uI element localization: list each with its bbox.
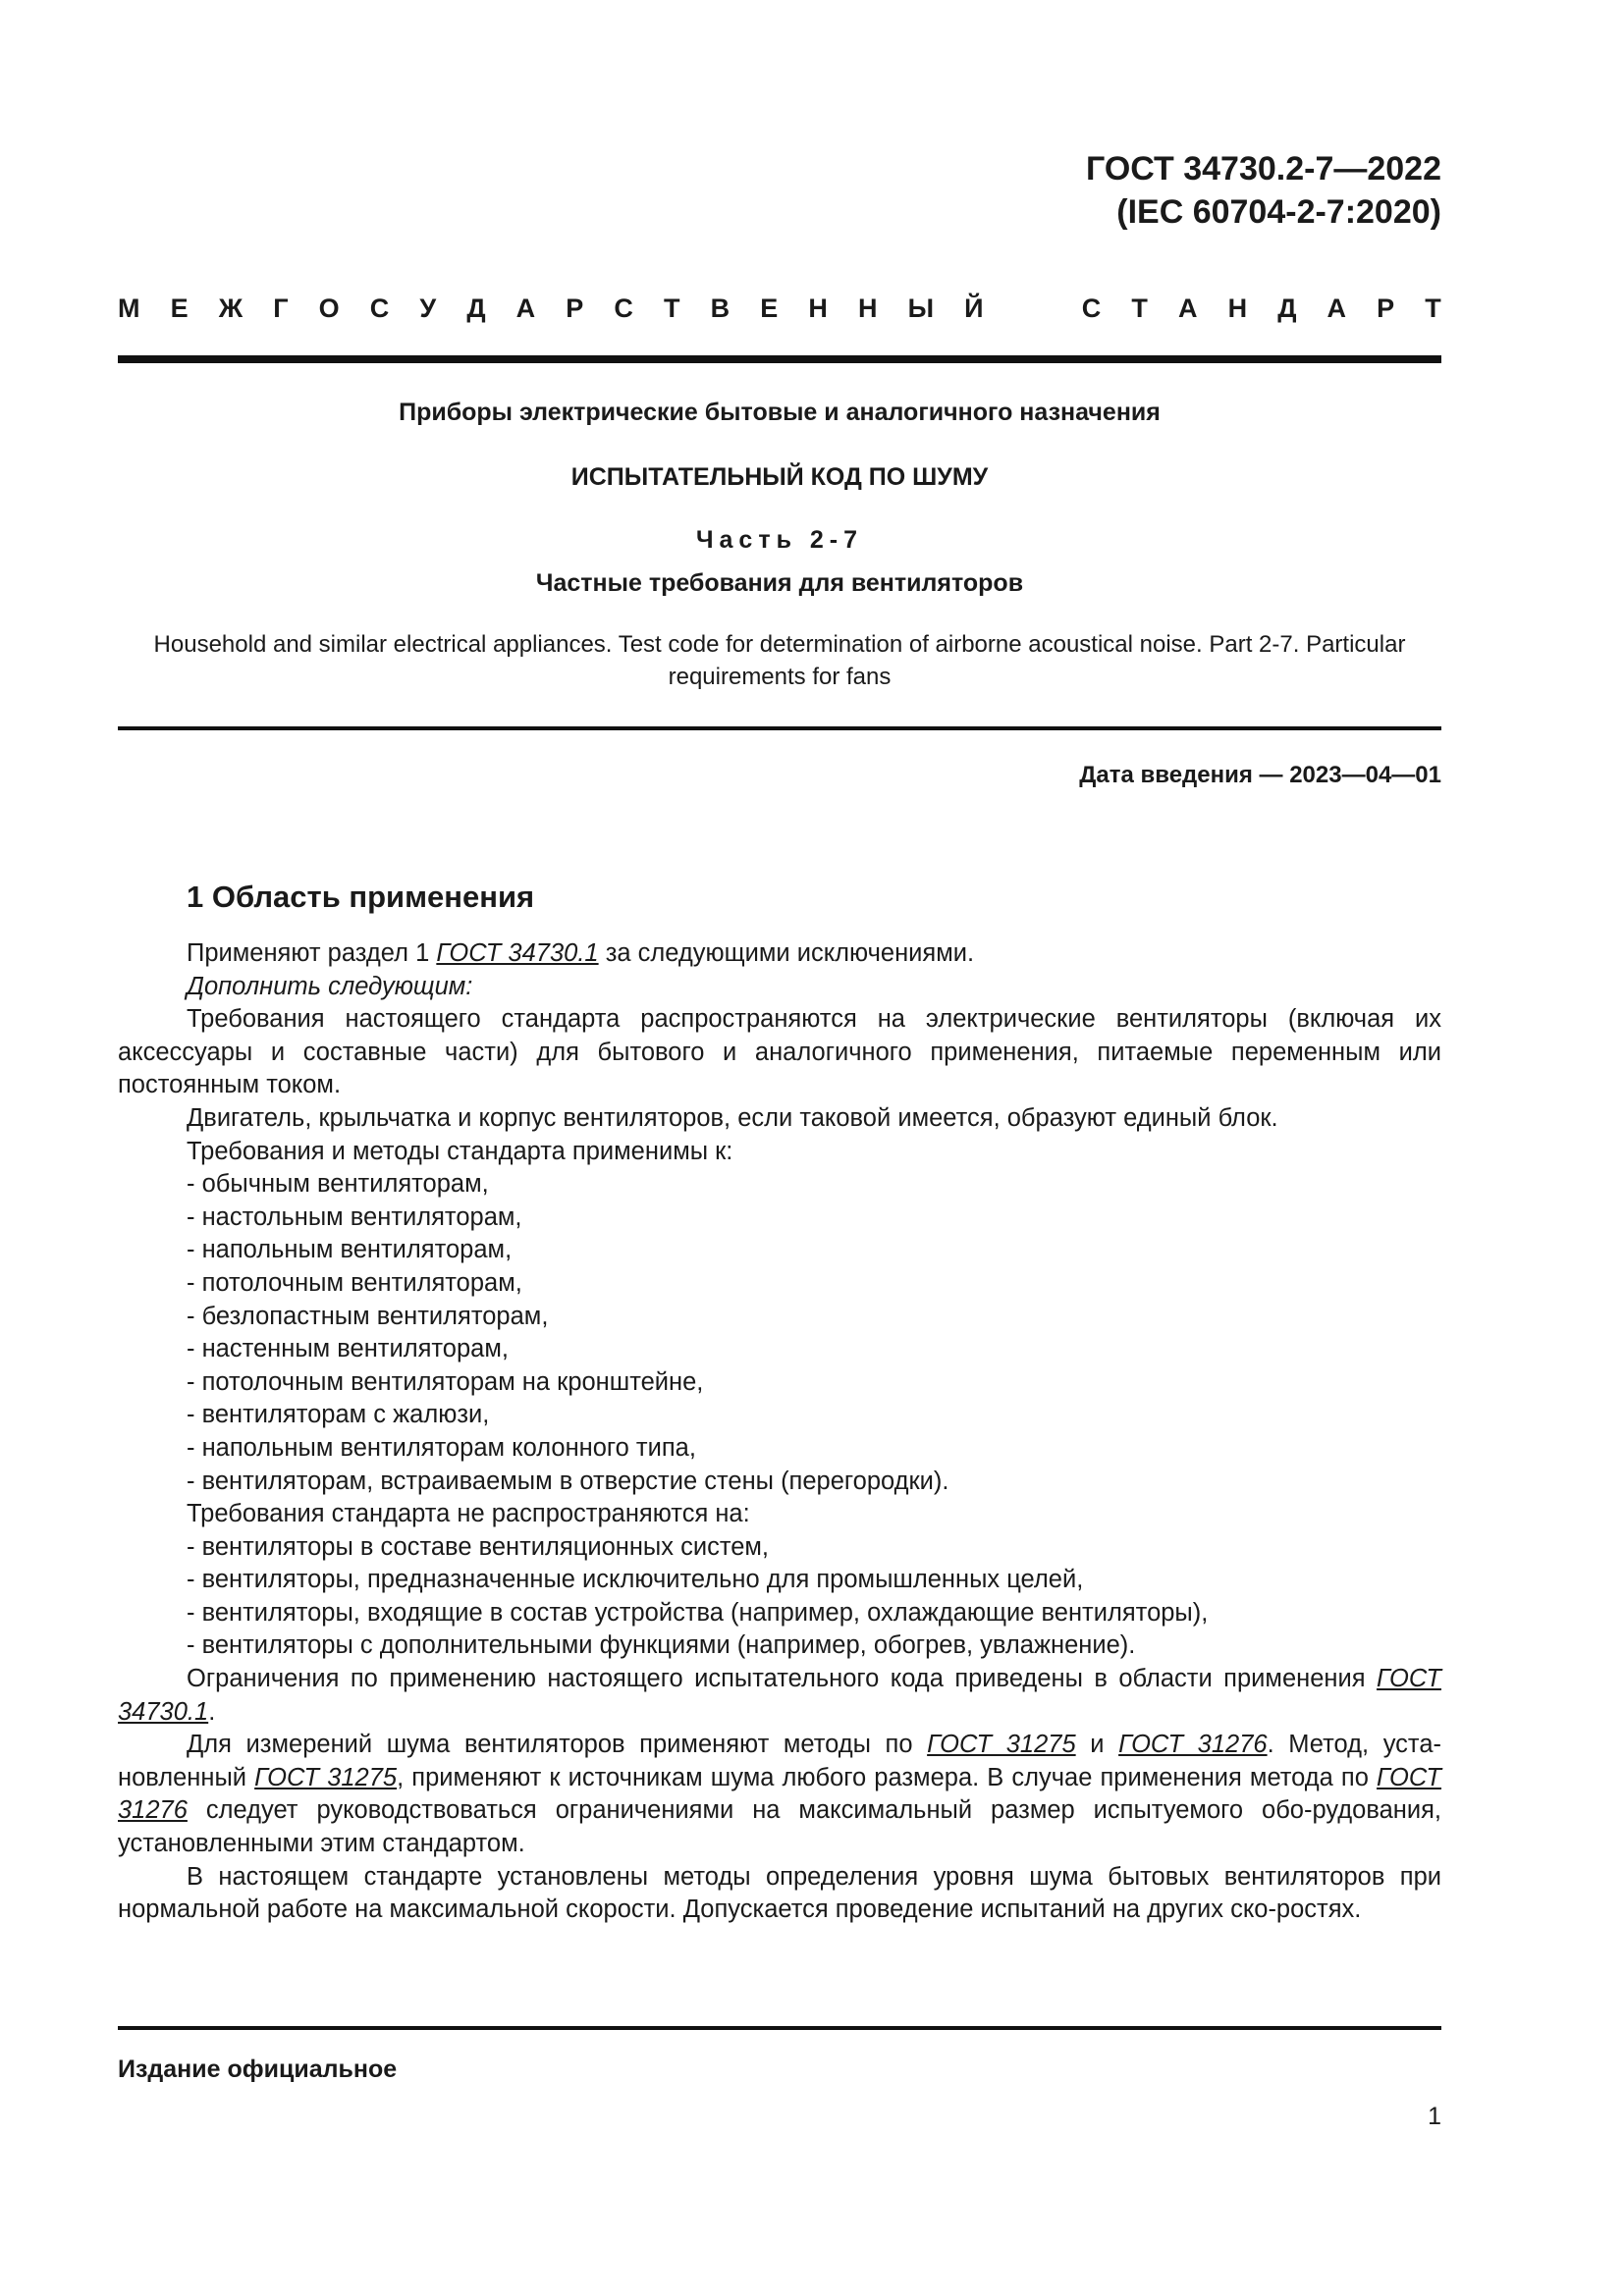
- official-edition-label: Издание официальное: [118, 2056, 398, 2083]
- list-item: - вентиляторы, предназначенные исключительно для промышленных целей,: [187, 1566, 1084, 1594]
- paragraph: В настоящем стандарте установлены методы определения уровня шума бытовых вентиляторов при нормальной работе на максимальной скорости. Допускается проведение испытаний на других ско-ростях.: [118, 1862, 1441, 1924]
- heading-letter: Г: [273, 294, 289, 323]
- heading-letter: С: [614, 294, 633, 323]
- heading-letter: Н: [808, 294, 828, 323]
- list-item: - напольным вентиляторам,: [187, 1236, 513, 1264]
- heading-letter: А: [515, 294, 536, 323]
- list-item: - вентиляторам, встраиваемым в отверстие стены (перегородки).: [187, 1467, 949, 1495]
- heading-letter: Ы: [907, 294, 935, 323]
- heading-letter: Й: [964, 294, 984, 323]
- heading-letter: Н: [857, 294, 878, 323]
- list-item: - вентиляторы с дополнительными функциями (например, обогрев, увлажнение).: [187, 1631, 1136, 1660]
- gost-number: ГОСТ 34730.2-7—2022: [1086, 150, 1441, 187]
- list-item: - потолочным вентиляторам,: [187, 1268, 522, 1297]
- text-run: Для измерений шума вентиляторов применяют методы по: [187, 1731, 928, 1759]
- text-run: за следующими исключениями.: [598, 939, 975, 967]
- heading-word-gap: [1014, 293, 1052, 324]
- paragraph: Требования и методы стандарта применимы к:: [187, 1137, 733, 1165]
- heading-letter: Т: [1131, 294, 1148, 323]
- list-item: - вентиляторам с жалюзи,: [187, 1401, 490, 1429]
- title-rule: [118, 726, 1441, 730]
- gost-34730-1-link[interactable]: ГОСТ 34730.1: [436, 939, 599, 967]
- list-item: - настольным вентиляторам,: [187, 1202, 522, 1231]
- iec-number: (IEC 60704-2-7:2020): [1116, 193, 1441, 231]
- heading-letter: Т: [1425, 294, 1441, 323]
- heading-letter: С: [369, 294, 390, 323]
- applicable-list: [118, 1168, 1441, 1498]
- heading-letter: А: [1177, 294, 1198, 323]
- heading-letter: О: [318, 294, 340, 323]
- paragraph: [118, 1729, 1441, 1860]
- title-line-1: Приборы электрические бытовые и аналогичного назначения: [399, 399, 1161, 426]
- list-item: - обычным вентиляторам,: [187, 1170, 489, 1199]
- gost-34730-1-link[interactable]: ГОСТ 34730.1: [118, 1665, 1441, 1726]
- heading-letter: В: [710, 294, 731, 323]
- heading-letter: У: [419, 294, 437, 323]
- date-of-introduction: Дата введения — 2023—04—01: [1079, 762, 1441, 788]
- title-line-3: Частные требования для вентиляторов: [535, 569, 1024, 597]
- section-1-body: [118, 937, 1441, 1927]
- heading-letter: Е: [760, 294, 779, 323]
- paragraph: Дополнить следующим:: [187, 972, 473, 1000]
- gost-31275-link[interactable]: ГОСТ 31275: [927, 1731, 1076, 1759]
- text-run: и: [1075, 1731, 1119, 1759]
- heading-letter: Р: [1377, 294, 1395, 323]
- standard-type-heading: [118, 293, 1441, 324]
- heading-letter: А: [1326, 294, 1347, 323]
- list-item: - вентиляторы, входящие в состав устройства (например, охлаждающие вентиляторы),: [187, 1598, 1209, 1627]
- paragraph: Требования стандарта не распространяются на:: [187, 1500, 750, 1528]
- excluded-list: [118, 1531, 1441, 1663]
- list-item: - настенным вентиляторам,: [187, 1335, 509, 1363]
- paragraph: Требования настоящего стандарта распространяются на электрические вентиляторы (включая их аксессуары и составные части) для бытового и аналогичного применения, питаемые переменным или постоянным током.: [118, 1005, 1441, 1099]
- footer-rule: [118, 2026, 1441, 2030]
- heading-letter: Д: [1277, 294, 1297, 323]
- header-rule: [118, 355, 1441, 363]
- heading-letter: М: [118, 294, 140, 323]
- list-item: - безлопастным вентиляторам,: [187, 1302, 549, 1330]
- section-1-title: 1 Область применения: [187, 880, 535, 914]
- title-part: Часть 2-7: [695, 526, 864, 554]
- paragraph: Двигатель, крыльчатка и корпус вентиляторов, если таковой имеется, образуют единый блок.: [187, 1103, 1278, 1132]
- paragraph: [118, 937, 1441, 971]
- text-run: .: [208, 1697, 216, 1726]
- list-item: - потолочным вентиляторам на кронштейне,: [187, 1367, 704, 1396]
- english-title: Household and similar electrical appliances. Test code for determination of airborne acoustical noise. Part 2-7. Particular requirements for fans: [153, 631, 1406, 690]
- heading-letter: Д: [466, 294, 486, 323]
- gost-31276-link[interactable]: ГОСТ 31276: [118, 1763, 1442, 1825]
- heading-letter: Т: [664, 294, 680, 323]
- text-run: . Метод, уста-новленный: [118, 1731, 1441, 1791]
- title-line-2: ИСПЫТАТЕЛЬНЫЙ КОД ПО ШУМУ: [570, 463, 989, 491]
- text-run: Применяют раздел 1: [187, 939, 437, 967]
- list-item: - напольным вентиляторам колонного типа,: [187, 1433, 696, 1462]
- text-run: следует руководствоваться ограничениями на максимальный размер испытуемого обо-рудования, установленными этим стандартом.: [118, 1796, 1441, 1858]
- text-run: , применяют к источникам шума любого размера. В случае применения метода по: [397, 1763, 1377, 1791]
- heading-letter: С: [1081, 294, 1102, 323]
- gost-31275-link[interactable]: ГОСТ 31275: [254, 1763, 398, 1791]
- text-run: Ограничения по применению настоящего испытательного кода приведены в области применения: [187, 1665, 1377, 1693]
- gost-code-block: [1086, 147, 1441, 234]
- heading-letter: Н: [1227, 294, 1248, 323]
- heading-letter: Ж: [218, 294, 244, 323]
- gost-31276-link[interactable]: ГОСТ 31276: [1118, 1731, 1268, 1759]
- heading-letter: Р: [566, 294, 584, 323]
- heading-letter: Е: [170, 294, 189, 323]
- list-item: - вентиляторы в составе вентиляционных систем,: [187, 1532, 770, 1561]
- page-number: 1: [1428, 2103, 1441, 2130]
- paragraph: [118, 1663, 1441, 1729]
